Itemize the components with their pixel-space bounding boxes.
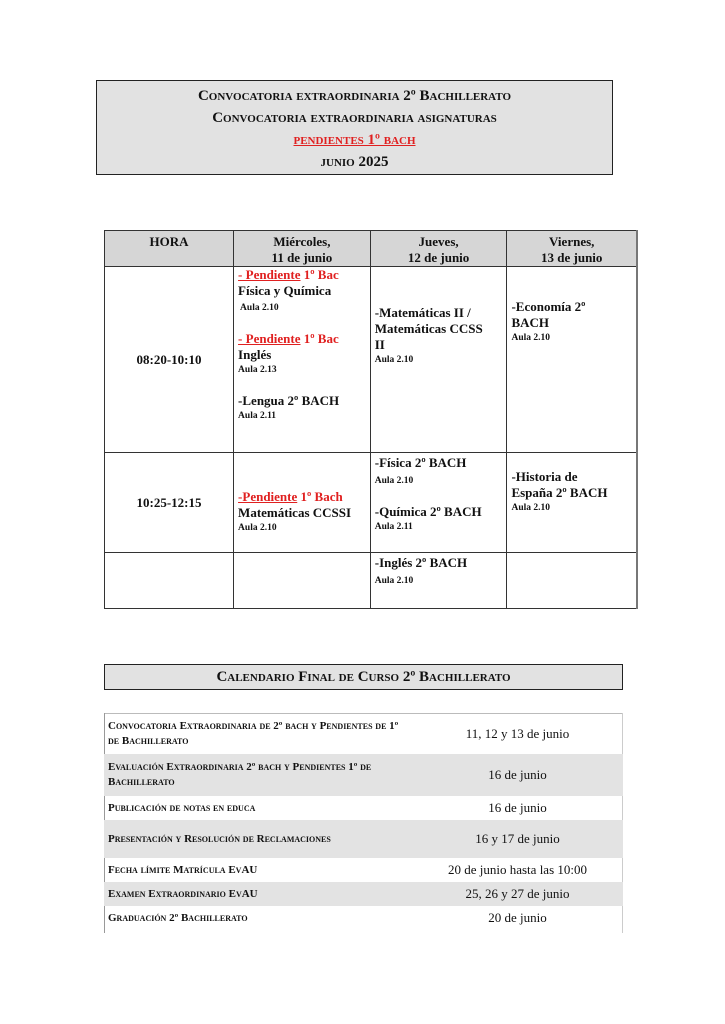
exam-room: Aula 2.10 xyxy=(374,355,414,365)
exam-room: Aula 2.13 xyxy=(238,365,277,375)
calendar-label: Presentación y Resolución de Reclamaciones xyxy=(104,820,412,858)
header-title-3: pendientes 1º bach xyxy=(293,132,416,148)
calendar-label: Examen Extraordinario EvAU xyxy=(104,882,412,906)
calendar-row xyxy=(104,714,623,754)
calendar-label: Publicación de notas en educa xyxy=(108,801,256,814)
calendar-value: 20 de junio xyxy=(488,910,547,925)
calendar-table xyxy=(104,714,623,930)
exam-subject: BACH xyxy=(511,315,550,330)
exam-cell xyxy=(234,553,371,609)
exam-schedule-table xyxy=(104,230,638,609)
document-header xyxy=(96,80,613,175)
exam-subject: Matemáticas CCSSI xyxy=(238,505,352,520)
header-viernes: Viernes, 13 de junio xyxy=(507,231,637,267)
exam-cell xyxy=(507,267,637,453)
exam-cell xyxy=(370,453,507,553)
calendar-value: 16 de junio xyxy=(488,800,547,815)
exam-subject: -Matemáticas II / xyxy=(374,305,471,320)
calendar-title: Calendario Final de Curso 2º Bachillerato xyxy=(104,664,623,690)
header-title-1: Convocatoria extraordinaria 2º Bachillerato xyxy=(197,88,512,104)
exam-cell xyxy=(234,267,371,453)
exam-entry: -Pendiente 1º Bach xyxy=(238,489,343,504)
exam-subject: -Química 2º BACH xyxy=(374,504,482,519)
exam-entry: - Pendiente 1º Bac xyxy=(238,267,339,282)
exam-subject: Física y Química xyxy=(238,283,332,298)
calendar-row xyxy=(104,858,623,882)
exam-room: Aula 2.10 xyxy=(374,476,414,486)
schedule-header-row xyxy=(105,231,638,267)
exam-cell xyxy=(507,453,637,553)
calendar-label: Graduación 2º Bachillerato xyxy=(108,911,248,924)
header-miercoles: Miércoles, 11 de junio xyxy=(234,231,371,267)
hora-cell: 08:20-10:10 xyxy=(105,267,234,453)
header-hora: HORA xyxy=(105,231,234,267)
exam-subject: Matemáticas CCSS xyxy=(374,321,483,336)
exam-subject: -Lengua 2º BACH xyxy=(238,393,340,408)
calendar-label: Fecha límite Matrícula EvAU xyxy=(108,863,258,876)
schedule-row xyxy=(105,453,638,553)
calendar-value: 11, 12 y 13 de junio xyxy=(465,726,570,741)
header-jueves: Jueves, 12 de junio xyxy=(370,231,507,267)
calendar-label: Evaluación Extraordinaria 2º bach y Pendientes 1º de Bachillerato xyxy=(104,754,412,796)
exam-room: Aula 2.10 xyxy=(374,576,414,586)
calendar-value: 16 de junio xyxy=(412,754,623,796)
exam-room: Aula 2.10 xyxy=(238,523,277,533)
exam-subject: -Física 2º BACH xyxy=(374,455,467,470)
calendar-row xyxy=(104,882,623,906)
exam-cell xyxy=(507,553,637,609)
exam-subject: España 2º BACH xyxy=(511,485,608,500)
calendar-row xyxy=(104,796,623,820)
exam-subject: -Historia de xyxy=(511,469,578,484)
exam-subject: Inglés xyxy=(238,347,272,362)
calendar-row xyxy=(104,820,623,858)
exam-subject: II xyxy=(374,337,385,352)
calendar-value: 25, 26 y 27 de junio xyxy=(412,882,623,906)
schedule-row xyxy=(105,267,638,453)
exam-cell xyxy=(370,553,507,609)
hora-cell xyxy=(105,553,234,609)
exam-entry: - Pendiente 1º Bac xyxy=(238,331,339,346)
header-title-2: Convocatoria extraordinaria asignaturas xyxy=(212,110,497,126)
calendar-label: Convocatoria Extraordinaria de 2º bach y Pendientes de 1º de Bachillerato xyxy=(108,720,399,747)
schedule-row xyxy=(105,553,638,609)
exam-subject: -Economía 2º xyxy=(511,299,586,314)
exam-room: Aula 2.10 xyxy=(240,303,279,313)
exam-subject: -Inglés 2º BACH xyxy=(374,555,468,570)
calendar-row xyxy=(104,754,623,796)
header-date: junio 2025 xyxy=(320,154,389,170)
exam-room: Aula 2.10 xyxy=(511,503,550,513)
calendar-value: 20 de junio hasta las 10:00 xyxy=(447,862,587,877)
exam-room: Aula 2.11 xyxy=(238,411,277,421)
calendar-row xyxy=(104,906,623,930)
hora-cell: 10:25-12:15 xyxy=(105,453,234,553)
exam-cell xyxy=(370,267,507,453)
exam-cell xyxy=(234,453,371,553)
calendar-value: 16 y 17 de junio xyxy=(412,820,623,858)
exam-room: Aula 2.11 xyxy=(374,522,413,532)
exam-room: Aula 2.10 xyxy=(511,333,550,343)
